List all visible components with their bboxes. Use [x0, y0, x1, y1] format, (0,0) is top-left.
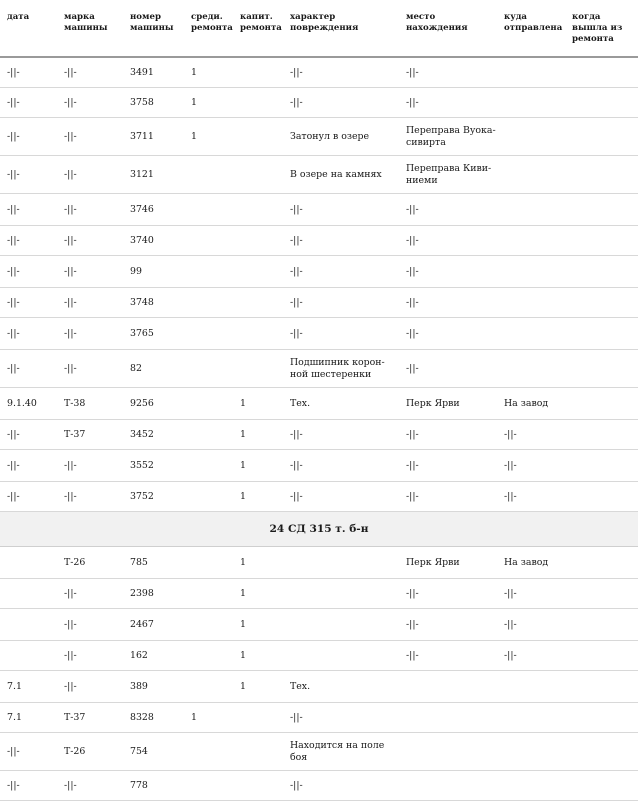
- cell-returned: [565, 288, 638, 318]
- section-row: [0, 512, 638, 547]
- cell-capital: [233, 194, 283, 226]
- cell-capital: [233, 318, 283, 350]
- cell-returned: [565, 579, 638, 609]
- cell-medium: [184, 671, 233, 703]
- cell-location: -||-: [399, 609, 497, 641]
- cell-medium: 1: [184, 703, 233, 733]
- header-model: марка машины: [57, 0, 123, 57]
- cell-capital: 1: [233, 579, 283, 609]
- cell-capital: 1: [233, 450, 283, 482]
- cell-model: -||-: [57, 156, 123, 194]
- cell-medium: [184, 547, 233, 579]
- cell-number: 785: [123, 547, 184, 579]
- cell-capital: [233, 256, 283, 288]
- cell-returned: [565, 733, 638, 771]
- cell-returned: [565, 256, 638, 288]
- cell-date: -||-: [0, 350, 57, 388]
- cell-location: -||-: [399, 194, 497, 226]
- cell-model: -||-: [57, 118, 123, 156]
- cell-model: -||-: [57, 671, 123, 703]
- cell-capital: 1: [233, 671, 283, 703]
- cell-destination: [497, 256, 565, 288]
- cell-capital: 1: [233, 388, 283, 420]
- cell-damage: -||-: [283, 771, 399, 801]
- cell-medium: [184, 350, 233, 388]
- table-row: [0, 88, 638, 118]
- cell-destination: -||-: [497, 482, 565, 512]
- cell-model: -||-: [57, 579, 123, 609]
- cell-model: -||-: [57, 88, 123, 118]
- cell-medium: 1: [184, 57, 233, 88]
- cell-medium: 1: [184, 118, 233, 156]
- cell-capital: [233, 771, 283, 801]
- cell-number: 2467: [123, 609, 184, 641]
- table-row: [0, 579, 638, 609]
- header-destination: куда отправлена: [497, 0, 565, 57]
- cell-number: 3765: [123, 318, 184, 350]
- cell-date: -||-: [0, 194, 57, 226]
- header-medium-repair: среди. ремонта: [184, 0, 233, 57]
- cell-destination: -||-: [497, 609, 565, 641]
- cell-destination: [497, 771, 565, 801]
- table-row: [0, 350, 638, 388]
- cell-date: -||-: [0, 420, 57, 450]
- cell-date: -||-: [0, 733, 57, 771]
- cell-damage: -||-: [283, 450, 399, 482]
- cell-destination: -||-: [497, 450, 565, 482]
- cell-location: -||-: [399, 579, 497, 609]
- cell-damage: -||-: [283, 256, 399, 288]
- cell-damage: -||-: [283, 288, 399, 318]
- cell-returned: [565, 118, 638, 156]
- cell-capital: 1: [233, 609, 283, 641]
- cell-medium: [184, 641, 233, 671]
- cell-model: Т-38: [57, 388, 123, 420]
- cell-model: -||-: [57, 57, 123, 88]
- cell-medium: [184, 609, 233, 641]
- table-row: [0, 318, 638, 350]
- cell-damage: [283, 641, 399, 671]
- cell-damage: Находится на поле боя: [283, 733, 399, 771]
- cell-medium: [184, 420, 233, 450]
- cell-number: 3752: [123, 482, 184, 512]
- cell-number: 99: [123, 256, 184, 288]
- cell-date: -||-: [0, 450, 57, 482]
- cell-model: Т-26: [57, 733, 123, 771]
- cell-date: -||-: [0, 318, 57, 350]
- cell-model: Т-26: [57, 547, 123, 579]
- cell-model: Т-37: [57, 703, 123, 733]
- cell-date: [0, 579, 57, 609]
- table-row: [0, 547, 638, 579]
- cell-medium: [184, 288, 233, 318]
- header-row: [0, 0, 638, 57]
- cell-returned: [565, 88, 638, 118]
- cell-capital: 1: [233, 482, 283, 512]
- cell-damage: Тех.: [283, 388, 399, 420]
- cell-model: -||-: [57, 450, 123, 482]
- cell-location: Перк Ярви: [399, 547, 497, 579]
- cell-location: -||-: [399, 256, 497, 288]
- cell-number: 9256: [123, 388, 184, 420]
- cell-location: Переправа Вуока-сивирта: [399, 118, 497, 156]
- cell-damage: -||-: [283, 226, 399, 256]
- cell-medium: [184, 256, 233, 288]
- cell-medium: [184, 388, 233, 420]
- section-title: 24 СД 315 т. б-н: [0, 512, 638, 547]
- cell-medium: [184, 194, 233, 226]
- cell-location: Переправа Киви-ниеми: [399, 156, 497, 194]
- cell-capital: [233, 118, 283, 156]
- cell-damage: -||-: [283, 318, 399, 350]
- cell-damage: -||-: [283, 194, 399, 226]
- cell-number: 3552: [123, 450, 184, 482]
- cell-destination: [497, 703, 565, 733]
- cell-number: 3452: [123, 420, 184, 450]
- cell-returned: [565, 156, 638, 194]
- cell-capital: 1: [233, 420, 283, 450]
- cell-date: 7.1: [0, 671, 57, 703]
- cell-damage: Затонул в озере: [283, 118, 399, 156]
- cell-model: -||-: [57, 350, 123, 388]
- table-row: [0, 288, 638, 318]
- cell-number: 3711: [123, 118, 184, 156]
- table-row: [0, 771, 638, 801]
- cell-location: -||-: [399, 482, 497, 512]
- header-damage: характер повреждения: [283, 0, 399, 57]
- table-row: [0, 194, 638, 226]
- cell-location: -||-: [399, 450, 497, 482]
- cell-destination: [497, 671, 565, 703]
- table-row: [0, 482, 638, 512]
- cell-capital: [233, 156, 283, 194]
- table-body: [0, 57, 638, 801]
- cell-model: -||-: [57, 288, 123, 318]
- cell-medium: [184, 482, 233, 512]
- table-row: [0, 57, 638, 88]
- cell-destination: -||-: [497, 420, 565, 450]
- cell-capital: [233, 226, 283, 256]
- cell-location: [399, 671, 497, 703]
- cell-damage: [283, 579, 399, 609]
- cell-number: 3758: [123, 88, 184, 118]
- cell-number: 3491: [123, 57, 184, 88]
- cell-damage: [283, 547, 399, 579]
- cell-number: 8328: [123, 703, 184, 733]
- cell-medium: [184, 226, 233, 256]
- cell-number: 778: [123, 771, 184, 801]
- cell-date: -||-: [0, 88, 57, 118]
- cell-capital: [233, 703, 283, 733]
- cell-destination: [497, 88, 565, 118]
- cell-medium: [184, 771, 233, 801]
- header-date: дата: [0, 0, 57, 57]
- cell-number: 389: [123, 671, 184, 703]
- cell-returned: [565, 57, 638, 88]
- cell-date: -||-: [0, 288, 57, 318]
- table-row: [0, 420, 638, 450]
- cell-capital: [233, 350, 283, 388]
- cell-returned: [565, 609, 638, 641]
- cell-returned: [565, 703, 638, 733]
- cell-returned: [565, 318, 638, 350]
- cell-returned: [565, 450, 638, 482]
- cell-location: [399, 703, 497, 733]
- cell-number: 3746: [123, 194, 184, 226]
- cell-location: -||-: [399, 226, 497, 256]
- cell-date: -||-: [0, 771, 57, 801]
- cell-damage: -||-: [283, 482, 399, 512]
- table-row: [0, 450, 638, 482]
- cell-returned: [565, 771, 638, 801]
- cell-number: 3748: [123, 288, 184, 318]
- cell-date: [0, 609, 57, 641]
- cell-destination: -||-: [497, 641, 565, 671]
- cell-location: -||-: [399, 88, 497, 118]
- table-row: [0, 671, 638, 703]
- header-capital-repair: капит. ремонта: [233, 0, 283, 57]
- table-row: [0, 118, 638, 156]
- table-row: [0, 256, 638, 288]
- cell-damage: [283, 609, 399, 641]
- cell-location: -||-: [399, 288, 497, 318]
- header-returned: когда вышла из ремонта: [565, 0, 638, 57]
- cell-destination: [497, 156, 565, 194]
- cell-date: -||-: [0, 482, 57, 512]
- cell-returned: [565, 388, 638, 420]
- cell-number: 82: [123, 350, 184, 388]
- cell-model: -||-: [57, 641, 123, 671]
- cell-location: [399, 771, 497, 801]
- cell-destination: [497, 118, 565, 156]
- cell-capital: [233, 57, 283, 88]
- cell-location: -||-: [399, 57, 497, 88]
- cell-number: 3121: [123, 156, 184, 194]
- cell-damage: -||-: [283, 703, 399, 733]
- cell-date: -||-: [0, 118, 57, 156]
- cell-returned: [565, 671, 638, 703]
- cell-model: -||-: [57, 771, 123, 801]
- cell-destination: [497, 733, 565, 771]
- table-row: [0, 609, 638, 641]
- cell-medium: [184, 579, 233, 609]
- cell-date: -||-: [0, 156, 57, 194]
- cell-number: 2398: [123, 579, 184, 609]
- cell-capital: [233, 288, 283, 318]
- cell-destination: [497, 57, 565, 88]
- cell-destination: [497, 194, 565, 226]
- cell-location: -||-: [399, 350, 497, 388]
- cell-capital: [233, 88, 283, 118]
- cell-location: -||-: [399, 641, 497, 671]
- cell-location: -||-: [399, 318, 497, 350]
- cell-destination: На завод: [497, 547, 565, 579]
- cell-destination: [497, 288, 565, 318]
- table-row: [0, 156, 638, 194]
- header-location: место нахождения: [399, 0, 497, 57]
- cell-location: -||-: [399, 420, 497, 450]
- cell-model: -||-: [57, 226, 123, 256]
- cell-damage: -||-: [283, 88, 399, 118]
- cell-model: -||-: [57, 318, 123, 350]
- cell-damage: -||-: [283, 57, 399, 88]
- table-row: [0, 733, 638, 771]
- cell-model: -||-: [57, 482, 123, 512]
- cell-date: [0, 547, 57, 579]
- cell-model: -||-: [57, 609, 123, 641]
- cell-medium: [184, 318, 233, 350]
- cell-destination: [497, 318, 565, 350]
- cell-medium: [184, 156, 233, 194]
- cell-damage: В озере на камнях: [283, 156, 399, 194]
- cell-destination: -||-: [497, 579, 565, 609]
- cell-destination: [497, 226, 565, 256]
- cell-returned: [565, 547, 638, 579]
- cell-damage: Подшипник корон-ной шестеренки: [283, 350, 399, 388]
- cell-medium: 1: [184, 88, 233, 118]
- cell-model: -||-: [57, 194, 123, 226]
- cell-capital: 1: [233, 641, 283, 671]
- table-row: [0, 641, 638, 671]
- cell-destination: [497, 350, 565, 388]
- cell-model: Т-37: [57, 420, 123, 450]
- cell-destination: На завод: [497, 388, 565, 420]
- cell-date: 7.1: [0, 703, 57, 733]
- table-row: [0, 703, 638, 733]
- cell-number: 3740: [123, 226, 184, 256]
- cell-date: -||-: [0, 57, 57, 88]
- cell-number: 162: [123, 641, 184, 671]
- cell-date: [0, 641, 57, 671]
- cell-returned: [565, 226, 638, 256]
- cell-date: -||-: [0, 226, 57, 256]
- cell-returned: [565, 482, 638, 512]
- cell-model: -||-: [57, 256, 123, 288]
- table-row: [0, 226, 638, 256]
- cell-returned: [565, 350, 638, 388]
- cell-capital: 1: [233, 547, 283, 579]
- header-number: номер машины: [123, 0, 184, 57]
- cell-date: -||-: [0, 256, 57, 288]
- table-row: [0, 388, 638, 420]
- cell-medium: [184, 450, 233, 482]
- cell-damage: -||-: [283, 420, 399, 450]
- cell-location: [399, 733, 497, 771]
- cell-medium: [184, 733, 233, 771]
- cell-date: 9.1.40: [0, 388, 57, 420]
- cell-returned: [565, 420, 638, 450]
- cell-returned: [565, 641, 638, 671]
- cell-damage: Тех.: [283, 671, 399, 703]
- cell-number: 754: [123, 733, 184, 771]
- cell-capital: [233, 733, 283, 771]
- cell-location: Перк Ярви: [399, 388, 497, 420]
- cell-returned: [565, 194, 638, 226]
